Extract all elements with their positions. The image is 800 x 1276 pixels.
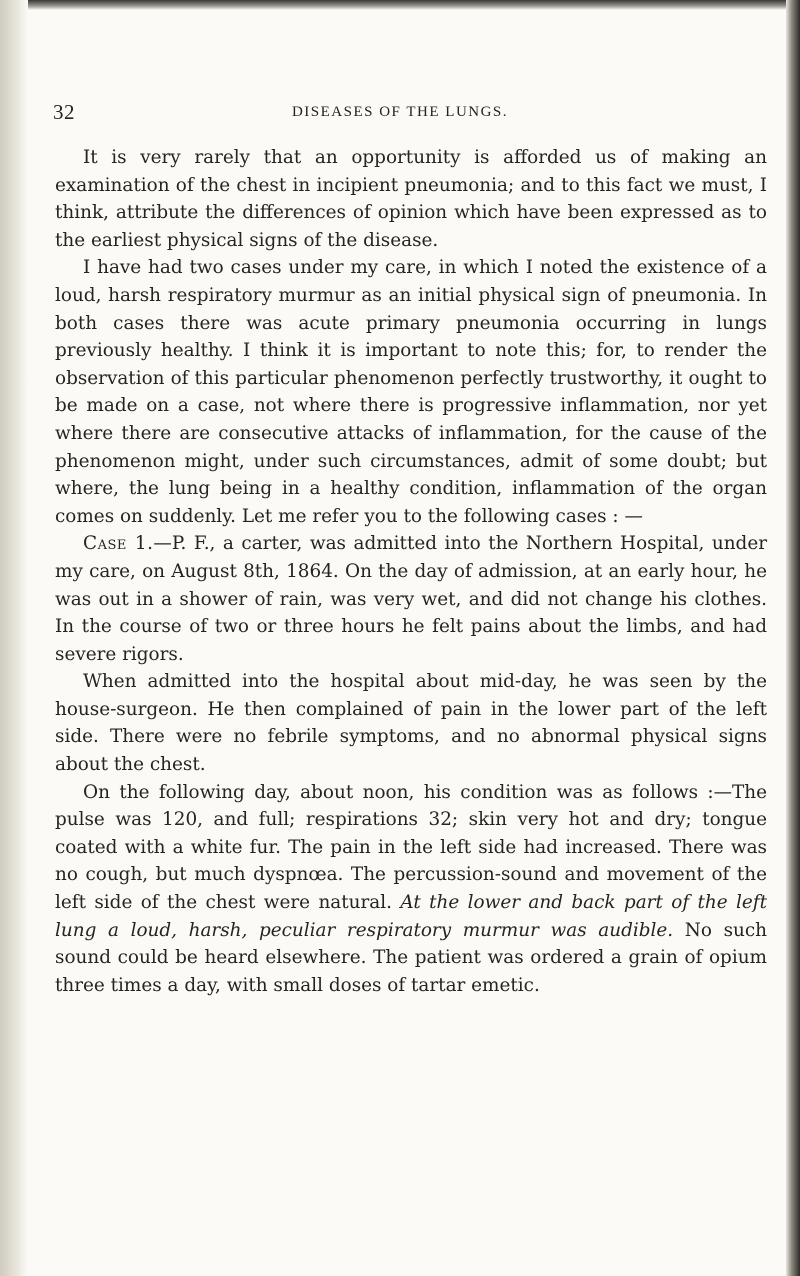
paragraph-case-1	[55, 530, 767, 668]
paragraph-4: When admitted into the hospital about mid-day, he was seen by the house-surgeon. He then complained of pain in the lower part of the left side. There were no febrile symptoms, and no abnormal physical signs about the chest.	[55, 671, 767, 776]
case-text: —P. F., a carter, was admitted into the Northern Hospital, under my care, on August 8th, 1864. On the day of admission, at an early hour, he was out in a shower of rain, was very wet, and did not change his clothes. In the course of two or three hours he felt pains about the limbs, and had severe rigors.	[55, 533, 767, 665]
paragraph-5-text: On the following day, about noon, his condition was as follows :—The pulse was 120, and full; respirations 32; skin very hot and dry; tongue coated with a white fur. The pain in the left side had increased. There was no cough, but much dyspnœa. The percussion-sound and movement of the left side of the chest were natural.	[55, 781, 767, 914]
body-text	[55, 144, 767, 999]
page-header	[0, 100, 800, 130]
page-left-edge	[0, 0, 28, 1276]
paragraph-5-end: No such sound could be heard elsewhere. The patient was ordered a grain of opium three times a day, with small doses of tartar emetic.	[55, 919, 768, 996]
page-number: 32	[53, 100, 75, 124]
case-label: Case 1.	[83, 533, 154, 555]
page-top-edge	[0, 0, 800, 10]
page-right-edge	[786, 0, 800, 1276]
running-head: DISEASES OF THE LUNGS.	[291, 104, 509, 120]
paragraph-5-italic: At the lower and back part of the left lung a loud, harsh, peculiar respiratory murmur was audible.	[55, 892, 767, 941]
paragraph-1: It is very rarely that an opportunity is afforded us of making an examination of the chest in incipient pneumonia; and to this fact we must, I think, attribute the differences of opinion which have been expressed as to the earliest physical signs of the disease.	[55, 147, 767, 251]
paragraph-5	[55, 779, 767, 1000]
paragraph-2: I have had two cases under my care, in which I noted the existence of a loud, harsh respiratory murmur as an initial physical sign of pneumonia. In both cases there was acute primary pneumonia occurring in lungs previously healthy. I think it is important to note this; for, to render the observation of this particular phenomenon perfectly trustworthy, it ought to be made on a case, not where there is progressive inflammation, nor yet where there are consecutive attacks of inflammation, for the cause of the phenomenon might, under such circumstances, admit of some doubt; but where, the lung being in a healthy condition, inflammation of the organ comes on suddenly. Let me refer you to the following cases : —	[55, 257, 767, 527]
